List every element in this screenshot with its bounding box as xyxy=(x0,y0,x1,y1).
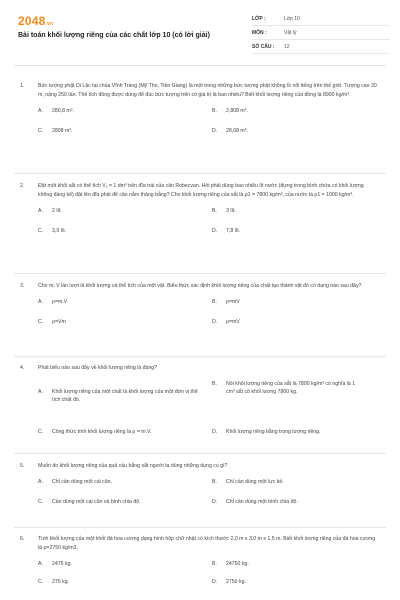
option-text: Cần dùng một cái cân và bình chia độ. xyxy=(52,499,141,505)
answer-options xyxy=(38,298,386,328)
logo-text: 2048 xyxy=(18,14,46,28)
option-a[interactable] xyxy=(38,107,74,115)
option-text: 2808 m³. xyxy=(52,128,73,134)
option-text: 2475 kg. xyxy=(52,561,72,567)
question-number: 4. xyxy=(20,365,25,371)
question-text: Tính khối lượng của một khối đá hoa cương dạng hình hộp chữ nhật có kích thước 2,0 m x 3,0 m x 1,5 m. Biết khối lượng riêng của đá hoa cương là ρ=2750 kg/m3. xyxy=(38,536,376,551)
answer-options xyxy=(38,560,386,588)
option-letter: D. xyxy=(212,319,218,325)
option-d[interactable] xyxy=(212,127,248,135)
answer-options xyxy=(38,380,386,440)
option-text: 3 lít. xyxy=(226,208,236,214)
question-text: Muốn đo khối lượng riêng của quả cầu bằng sắt người ta dùng những dụng cụ gì? xyxy=(38,463,228,469)
option-c[interactable] xyxy=(38,498,141,506)
option-c[interactable] xyxy=(38,578,69,586)
meta-row-subject xyxy=(252,26,390,40)
option-b[interactable] xyxy=(212,560,249,568)
option-letter: C. xyxy=(38,429,44,435)
question-number: 3. xyxy=(20,283,25,289)
option-text: 28,08 m³. xyxy=(226,128,248,134)
question-text: Cho m, V lần lượt là khối lượng và thể tích của một vật. Biểu thức xác định khối lượng riêng của chất tạo thành vật đó có dạng nào sau đây? xyxy=(38,283,362,289)
option-letter: D. xyxy=(212,499,218,505)
worksheet-title: Bài toán khối lượng riêng của các chất lớp 10 (có lời giải) xyxy=(18,32,210,39)
option-letter: C. xyxy=(38,228,44,234)
option-b[interactable] xyxy=(212,107,248,115)
option-c[interactable] xyxy=(38,428,151,436)
question-4 xyxy=(14,364,386,440)
option-text: 2 lít. xyxy=(52,208,62,214)
option-letter: B. xyxy=(212,381,217,387)
divider xyxy=(14,173,386,174)
question-1 xyxy=(14,82,386,137)
answer-options xyxy=(38,207,386,237)
question-number: 6. xyxy=(20,536,25,542)
option-letter: D. xyxy=(212,579,218,585)
option-letter: D. xyxy=(212,128,218,134)
option-c[interactable] xyxy=(38,127,72,135)
site-logo[interactable] xyxy=(18,14,53,28)
option-letter: A. xyxy=(38,299,43,305)
option-d[interactable] xyxy=(212,498,298,506)
option-d[interactable] xyxy=(212,318,240,326)
option-letter: C. xyxy=(38,128,44,134)
option-a[interactable] xyxy=(38,560,72,568)
option-letter: B. xyxy=(212,561,217,567)
option-a[interactable] xyxy=(38,298,67,306)
option-d[interactable] xyxy=(212,428,321,436)
option-text: 2,808 m³. xyxy=(226,108,248,114)
meta-value: Vật lý xyxy=(284,29,297,36)
option-letter: C. xyxy=(38,579,44,585)
option-c[interactable] xyxy=(38,318,66,326)
option-b[interactable] xyxy=(212,298,240,306)
option-text: ρ=mV xyxy=(226,299,240,305)
meta-key: MÔN : xyxy=(252,29,267,36)
option-b[interactable] xyxy=(212,478,284,486)
option-a[interactable] xyxy=(38,478,112,486)
option-text: Khối lượng riêng bằng trọng lượng riêng. xyxy=(226,429,321,435)
option-d[interactable] xyxy=(212,227,240,235)
option-text: Khối lượng riêng của một chất là khối lượng của một đơn vị thể tích chất đó. xyxy=(52,389,198,403)
option-text: Nói khối lượng riêng của sắt là 7800 kg/m³ có nghĩa là 1 cm³ sắt có khối lượng 7800 kg. xyxy=(226,381,356,395)
question-number: 2. xyxy=(20,183,25,189)
option-b[interactable] xyxy=(212,380,362,396)
option-letter: A. xyxy=(38,389,43,395)
option-d[interactable] xyxy=(212,578,246,586)
divider xyxy=(14,356,386,357)
divider xyxy=(14,453,386,454)
question-number: 5. xyxy=(20,463,25,469)
option-text: 2750 kg. xyxy=(226,579,246,585)
meta-value: Lớp 10 xyxy=(284,15,300,22)
option-text: ρ=mV xyxy=(226,319,240,325)
option-text: 3,9 lít. xyxy=(52,228,67,234)
meta-row-count xyxy=(252,40,390,54)
meta-key: SỐ CÂU : xyxy=(252,43,275,50)
worksheet-header xyxy=(14,0,386,66)
option-text: ρ=m.V xyxy=(52,299,68,305)
option-letter: B. xyxy=(212,299,217,305)
option-letter: A. xyxy=(38,108,43,114)
worksheet-meta xyxy=(252,12,390,54)
option-letter: C. xyxy=(38,319,44,325)
meta-key: LỚP : xyxy=(252,15,266,22)
logo-suffix: .vn xyxy=(45,21,54,27)
divider xyxy=(14,273,386,274)
option-letter: A. xyxy=(38,208,43,214)
option-text: Chỉ cần dùng một bình chia độ. xyxy=(226,499,298,505)
option-a[interactable] xyxy=(38,388,198,404)
divider xyxy=(14,527,386,528)
option-text: Chỉ cần dùng một lực kế. xyxy=(226,479,284,485)
option-text: Công thức tính khối lượng riêng là ρ = m.V. xyxy=(52,429,152,435)
option-text: 275 kg. xyxy=(52,579,70,585)
option-b[interactable] xyxy=(212,207,236,215)
option-text: 280,8 m³. xyxy=(52,108,74,114)
option-letter: B. xyxy=(212,108,217,114)
meta-row-class xyxy=(252,12,390,26)
meta-value: 12 xyxy=(284,43,290,50)
question-text: Đặt một khối sắt có thể tích V₁ = 1 dm³ trên đĩa trái của cân Robecvan. Hỏi phải dùng bao nhiêu lít nước (đựng trong bình chứa có khối lượng không đáng kể) đặt lên đĩa phải để cân nằm thăng bằng? Cho khối lượng riêng của sắt là ρ1 = 7800 kg/m³, của nước là ρ1 = 1000 kg/m³. xyxy=(38,183,364,198)
option-letter: C. xyxy=(38,499,44,505)
option-letter: A. xyxy=(38,479,43,485)
question-text: Bức tượng phật Di Lặc tại chùa Vĩnh Tràng (Mỹ Tho, Tiền Giang) là một trong những bức tượng phật không lồ nổi tiếng trên thế giới. Tượng cao 20 m, nặng 250 tấn. Thể tích đồng được dùng để đúc bức tượng trên có giá trị là bao nhiêu? Biết khối lượng riêng của đồng là 8900 kg/m³. xyxy=(38,83,377,98)
option-text: Chỉ cần dùng một cái cân. xyxy=(52,479,112,485)
option-text: 7,8 lít. xyxy=(226,228,241,234)
answer-options xyxy=(38,107,386,137)
option-letter: B. xyxy=(212,208,217,214)
option-letter: D. xyxy=(212,228,218,234)
question-text: Phát biểu nào sau đây về khối lượng riêng là đúng? xyxy=(38,365,158,371)
option-letter: A. xyxy=(38,561,43,567)
option-a[interactable] xyxy=(38,207,62,215)
option-c[interactable] xyxy=(38,227,66,235)
question-5 xyxy=(14,462,386,508)
option-text: 24750 kg. xyxy=(226,561,249,567)
option-letter: B. xyxy=(212,479,217,485)
question-3 xyxy=(14,282,386,328)
question-number: 1. xyxy=(20,83,25,89)
question-6 xyxy=(14,535,386,588)
option-text: ρ=Vm xyxy=(52,319,66,325)
option-letter: D. xyxy=(212,429,218,435)
answer-options xyxy=(38,478,386,508)
question-2 xyxy=(14,182,386,237)
